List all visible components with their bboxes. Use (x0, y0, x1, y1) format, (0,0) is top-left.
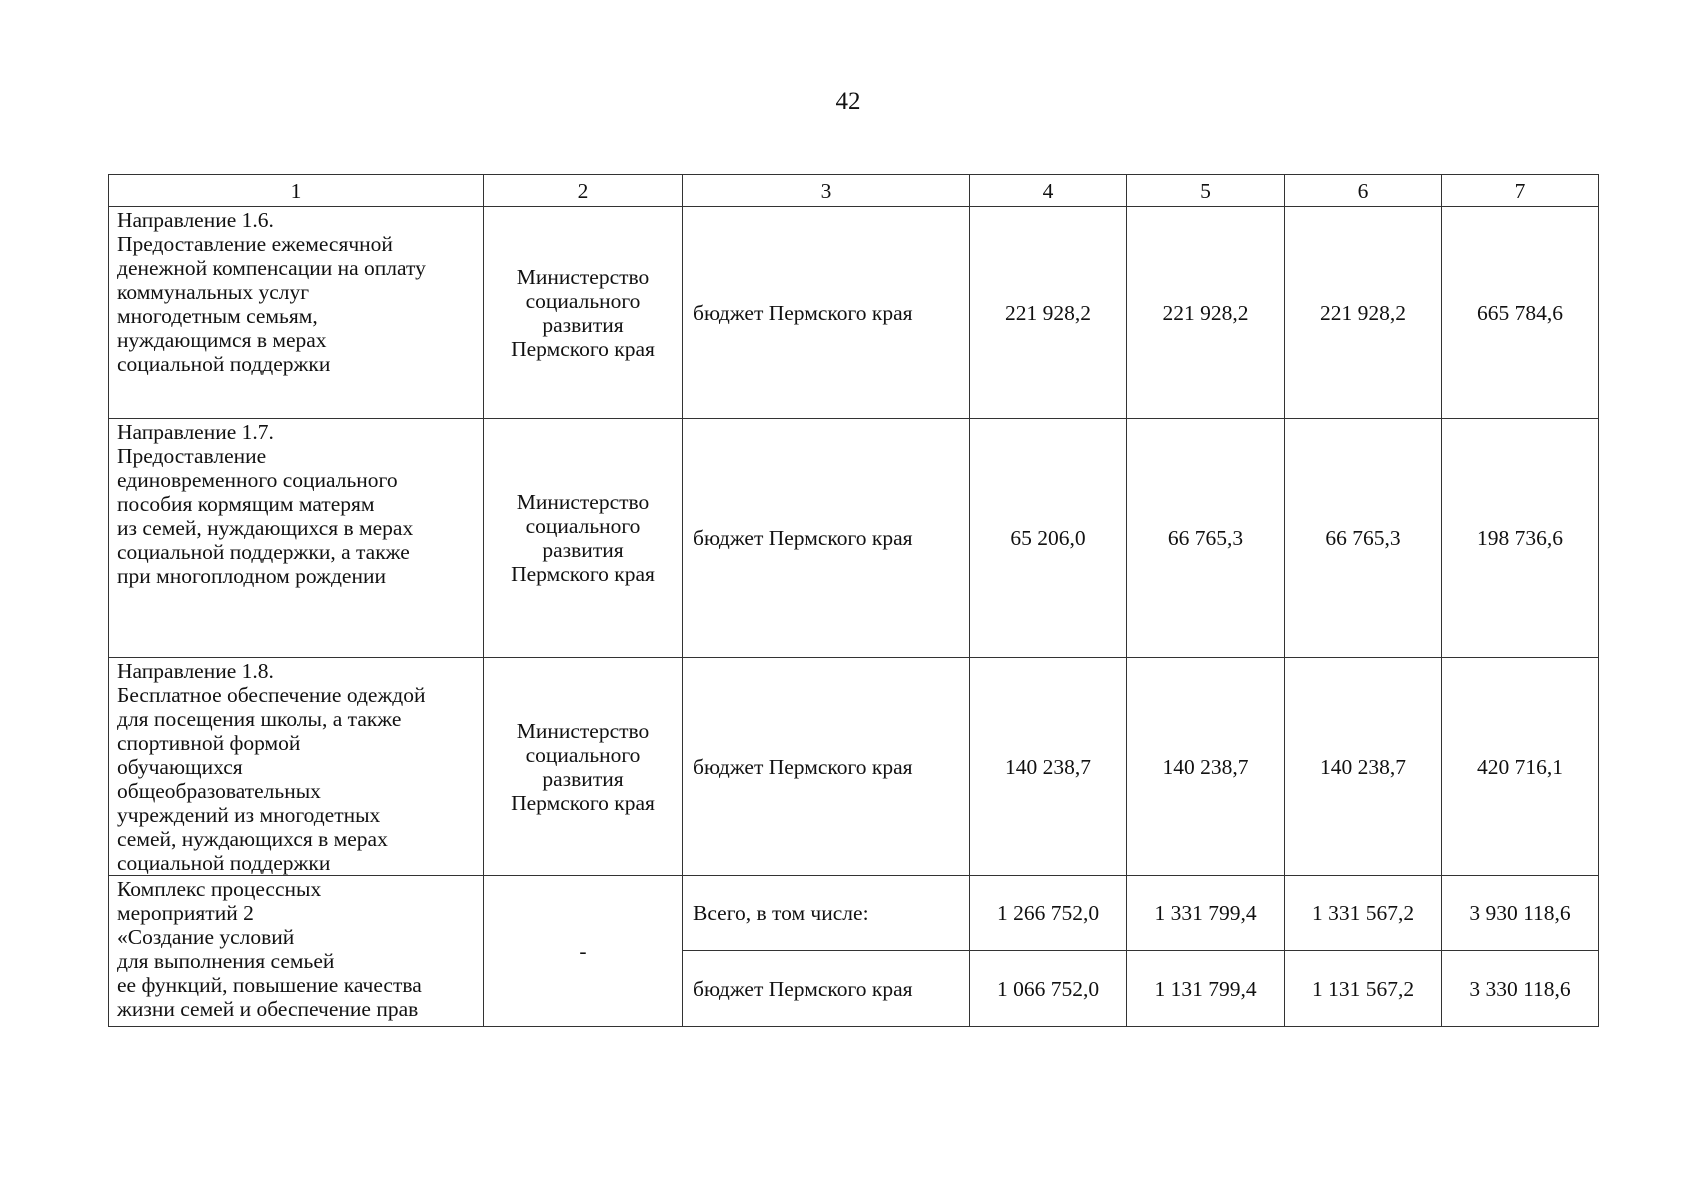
value-cell: 66 765,3 (1127, 419, 1285, 658)
funding-source-cell: бюджет Пермского края (683, 951, 970, 1027)
header-cell: 6 (1285, 175, 1442, 207)
value-cell: 1 331 799,4 (1127, 876, 1285, 951)
header-cell: 3 (683, 175, 970, 207)
page-number: 42 (835, 88, 861, 115)
responsible-cell: Министерство социального развития Пермского края (484, 419, 683, 658)
header-cell: 5 (1127, 175, 1285, 207)
funding-source-cell: бюджет Пермского края (683, 207, 970, 419)
total-cell: 3 330 118,6 (1442, 951, 1599, 1027)
value-cell: 1 066 752,0 (970, 951, 1127, 1027)
value-cell: 1 331 567,2 (1285, 876, 1442, 951)
value-cell: 66 765,3 (1285, 419, 1442, 658)
value-cell: 221 928,2 (970, 207, 1127, 419)
table-header-row (109, 175, 1599, 207)
direction-cell: Направление 1.7. Предоставление единовременного социального пособия кормящим матерям из семей, нуждающихся в мерах социальной поддержки, а также при многоплодном рождении (109, 419, 484, 658)
value-cell: 65 206,0 (970, 419, 1127, 658)
value-cell: 140 238,7 (970, 658, 1127, 876)
table-row (109, 207, 1599, 419)
complex-responsible-cell: - (484, 876, 683, 1027)
total-cell: 665 784,6 (1442, 207, 1599, 419)
value-cell: 1 131 799,4 (1127, 951, 1285, 1027)
total-cell: 198 736,6 (1442, 419, 1599, 658)
complex-direction-cell: Комплекс процессных мероприятий 2 «Создание условий для выполнения семьей ее функций, повышение качества жизни семей и обеспечение прав (109, 876, 484, 1027)
responsible-cell: Министерство социального развития Пермского края (484, 658, 683, 876)
header-cell: 4 (970, 175, 1127, 207)
total-cell: 3 930 118,6 (1442, 876, 1599, 951)
table-row (109, 658, 1599, 876)
direction-cell: Направление 1.6. Предоставление ежемесячной денежной компенсации на оплату коммунальных услуг многодетным семьям, нуждающимся в мерах социальной поддержки (109, 207, 484, 419)
responsible-cell: Министерство социального развития Пермского края (484, 207, 683, 419)
value-cell: 221 928,2 (1285, 207, 1442, 419)
value-cell: 1 266 752,0 (970, 876, 1127, 951)
header-cell: 1 (109, 175, 484, 207)
total-cell: 420 716,1 (1442, 658, 1599, 876)
table-row (109, 876, 1599, 951)
value-cell: 140 238,7 (1285, 658, 1442, 876)
funding-source-cell: бюджет Пермского края (683, 419, 970, 658)
value-cell: 140 238,7 (1127, 658, 1285, 876)
value-cell: 1 131 567,2 (1285, 951, 1442, 1027)
funding-source-cell: Всего, в том числе: (683, 876, 970, 951)
value-cell: 221 928,2 (1127, 207, 1285, 419)
funding-source-cell: бюджет Пермского края (683, 658, 970, 876)
header-cell: 2 (484, 175, 683, 207)
direction-cell: Направление 1.8. Бесплатное обеспечение одеждой для посещения школы, а также спортивной формой обучающихся общеобразовательных учреждений из многодетных семей, нуждающихся в мерах социальной поддержки (109, 658, 484, 876)
table-row (109, 419, 1599, 658)
header-cell: 7 (1442, 175, 1599, 207)
budget-table (108, 174, 1599, 1027)
